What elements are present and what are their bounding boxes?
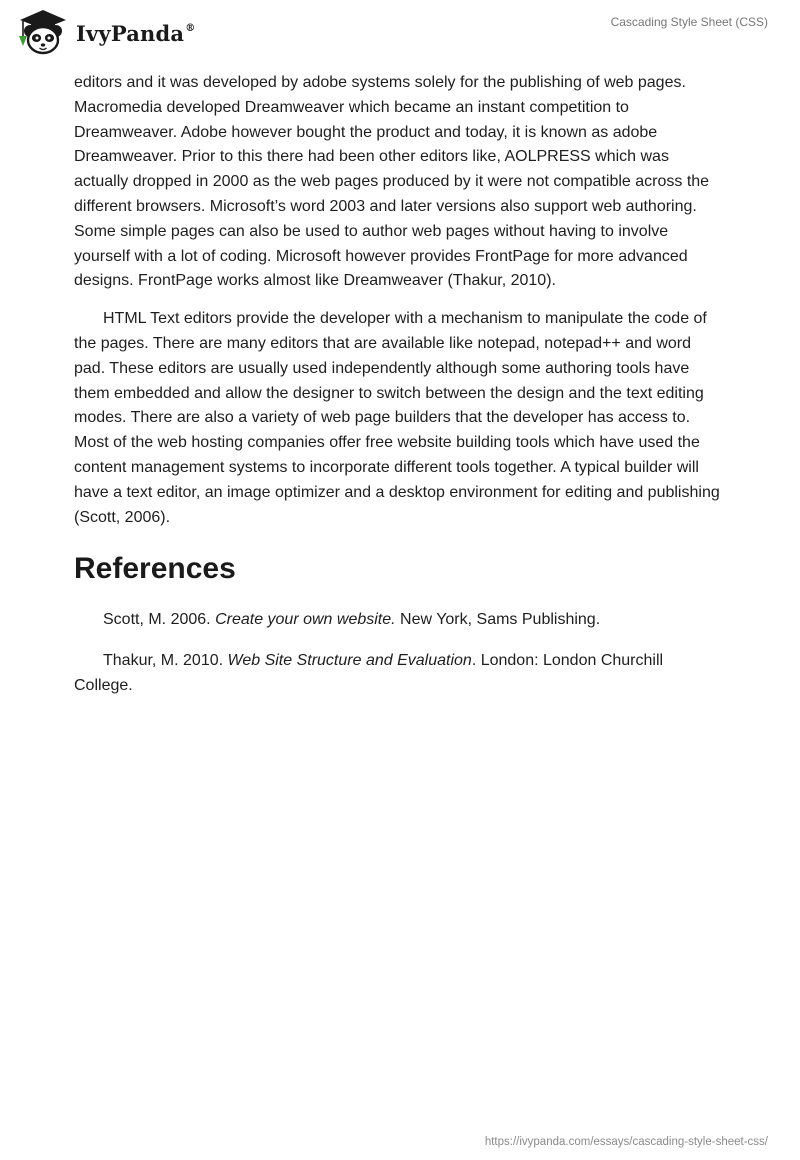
reference-item <box>74 648 726 698</box>
document-title: Cascading Style Sheet (CSS) <box>610 15 768 29</box>
page-header <box>0 0 800 62</box>
reference-author-year: Thakur, M. 2010. <box>103 652 228 670</box>
reference-item <box>74 607 726 632</box>
reference-author-year: Scott, M. 2006. <box>103 611 216 629</box>
registered-mark: ® <box>185 22 196 34</box>
panda-graduate-icon <box>14 8 72 56</box>
reference-publisher: New York, Sams Publishing. <box>395 611 601 629</box>
reference-title: Web Site Structure and Evaluation <box>227 652 472 670</box>
ivypanda-logo[interactable] <box>14 8 195 56</box>
body-paragraph: editors and it was developed by adobe systems solely for the publishing of web pages. Macromedia developed Dreamweaver which became an instant competition to Dreamweaver. Adobe however bought the product and today, it is known as adobe Dreamweaver. Prior to this there had been other editors like, AOLPRESS which was actually dropped in 2000 as the web pages produced by it were not compatible across the different browsers. Microsoft’s word 2003 and later versions also support web authoring. Some simple pages can also be used to author web pages without having to involve yourself with a lot of coding. Microsoft however provides FrontPage for more advanced designs. FrontPage works almost like Dreamweaver (Thakur, 2010). <box>74 74 710 290</box>
references-heading: References <box>74 552 236 586</box>
essay-content <box>74 71 726 714</box>
body-paragraph: HTML Text editors provide the developer with a mechanism to manipulate the code of the pages. There are many editors that are available like notepad, notepad++ and word pad. These editors are usually used independently although some authoring tools have them embedded and allow the designer to switch between the design and the text editing modes. There are also a variety of web page builders that the developer has access to. Most of the web hosting companies offer free website building tools which have used the content management systems to incorporate different tools together. A typical builder will have a text editor, an image optimizer and a desktop environment for editing and publishing (Scott, 2006). <box>74 310 720 526</box>
reference-title: Create your own website. <box>215 611 396 629</box>
reference-publisher: . London: London Churchill College. <box>74 652 664 695</box>
logo-text: IvyPanda <box>76 20 185 46</box>
source-url-link[interactable]: https://ivypanda.com/essays/cascading-style-sheet-css/ <box>484 1136 768 1148</box>
logo-wordmark <box>76 21 195 46</box>
